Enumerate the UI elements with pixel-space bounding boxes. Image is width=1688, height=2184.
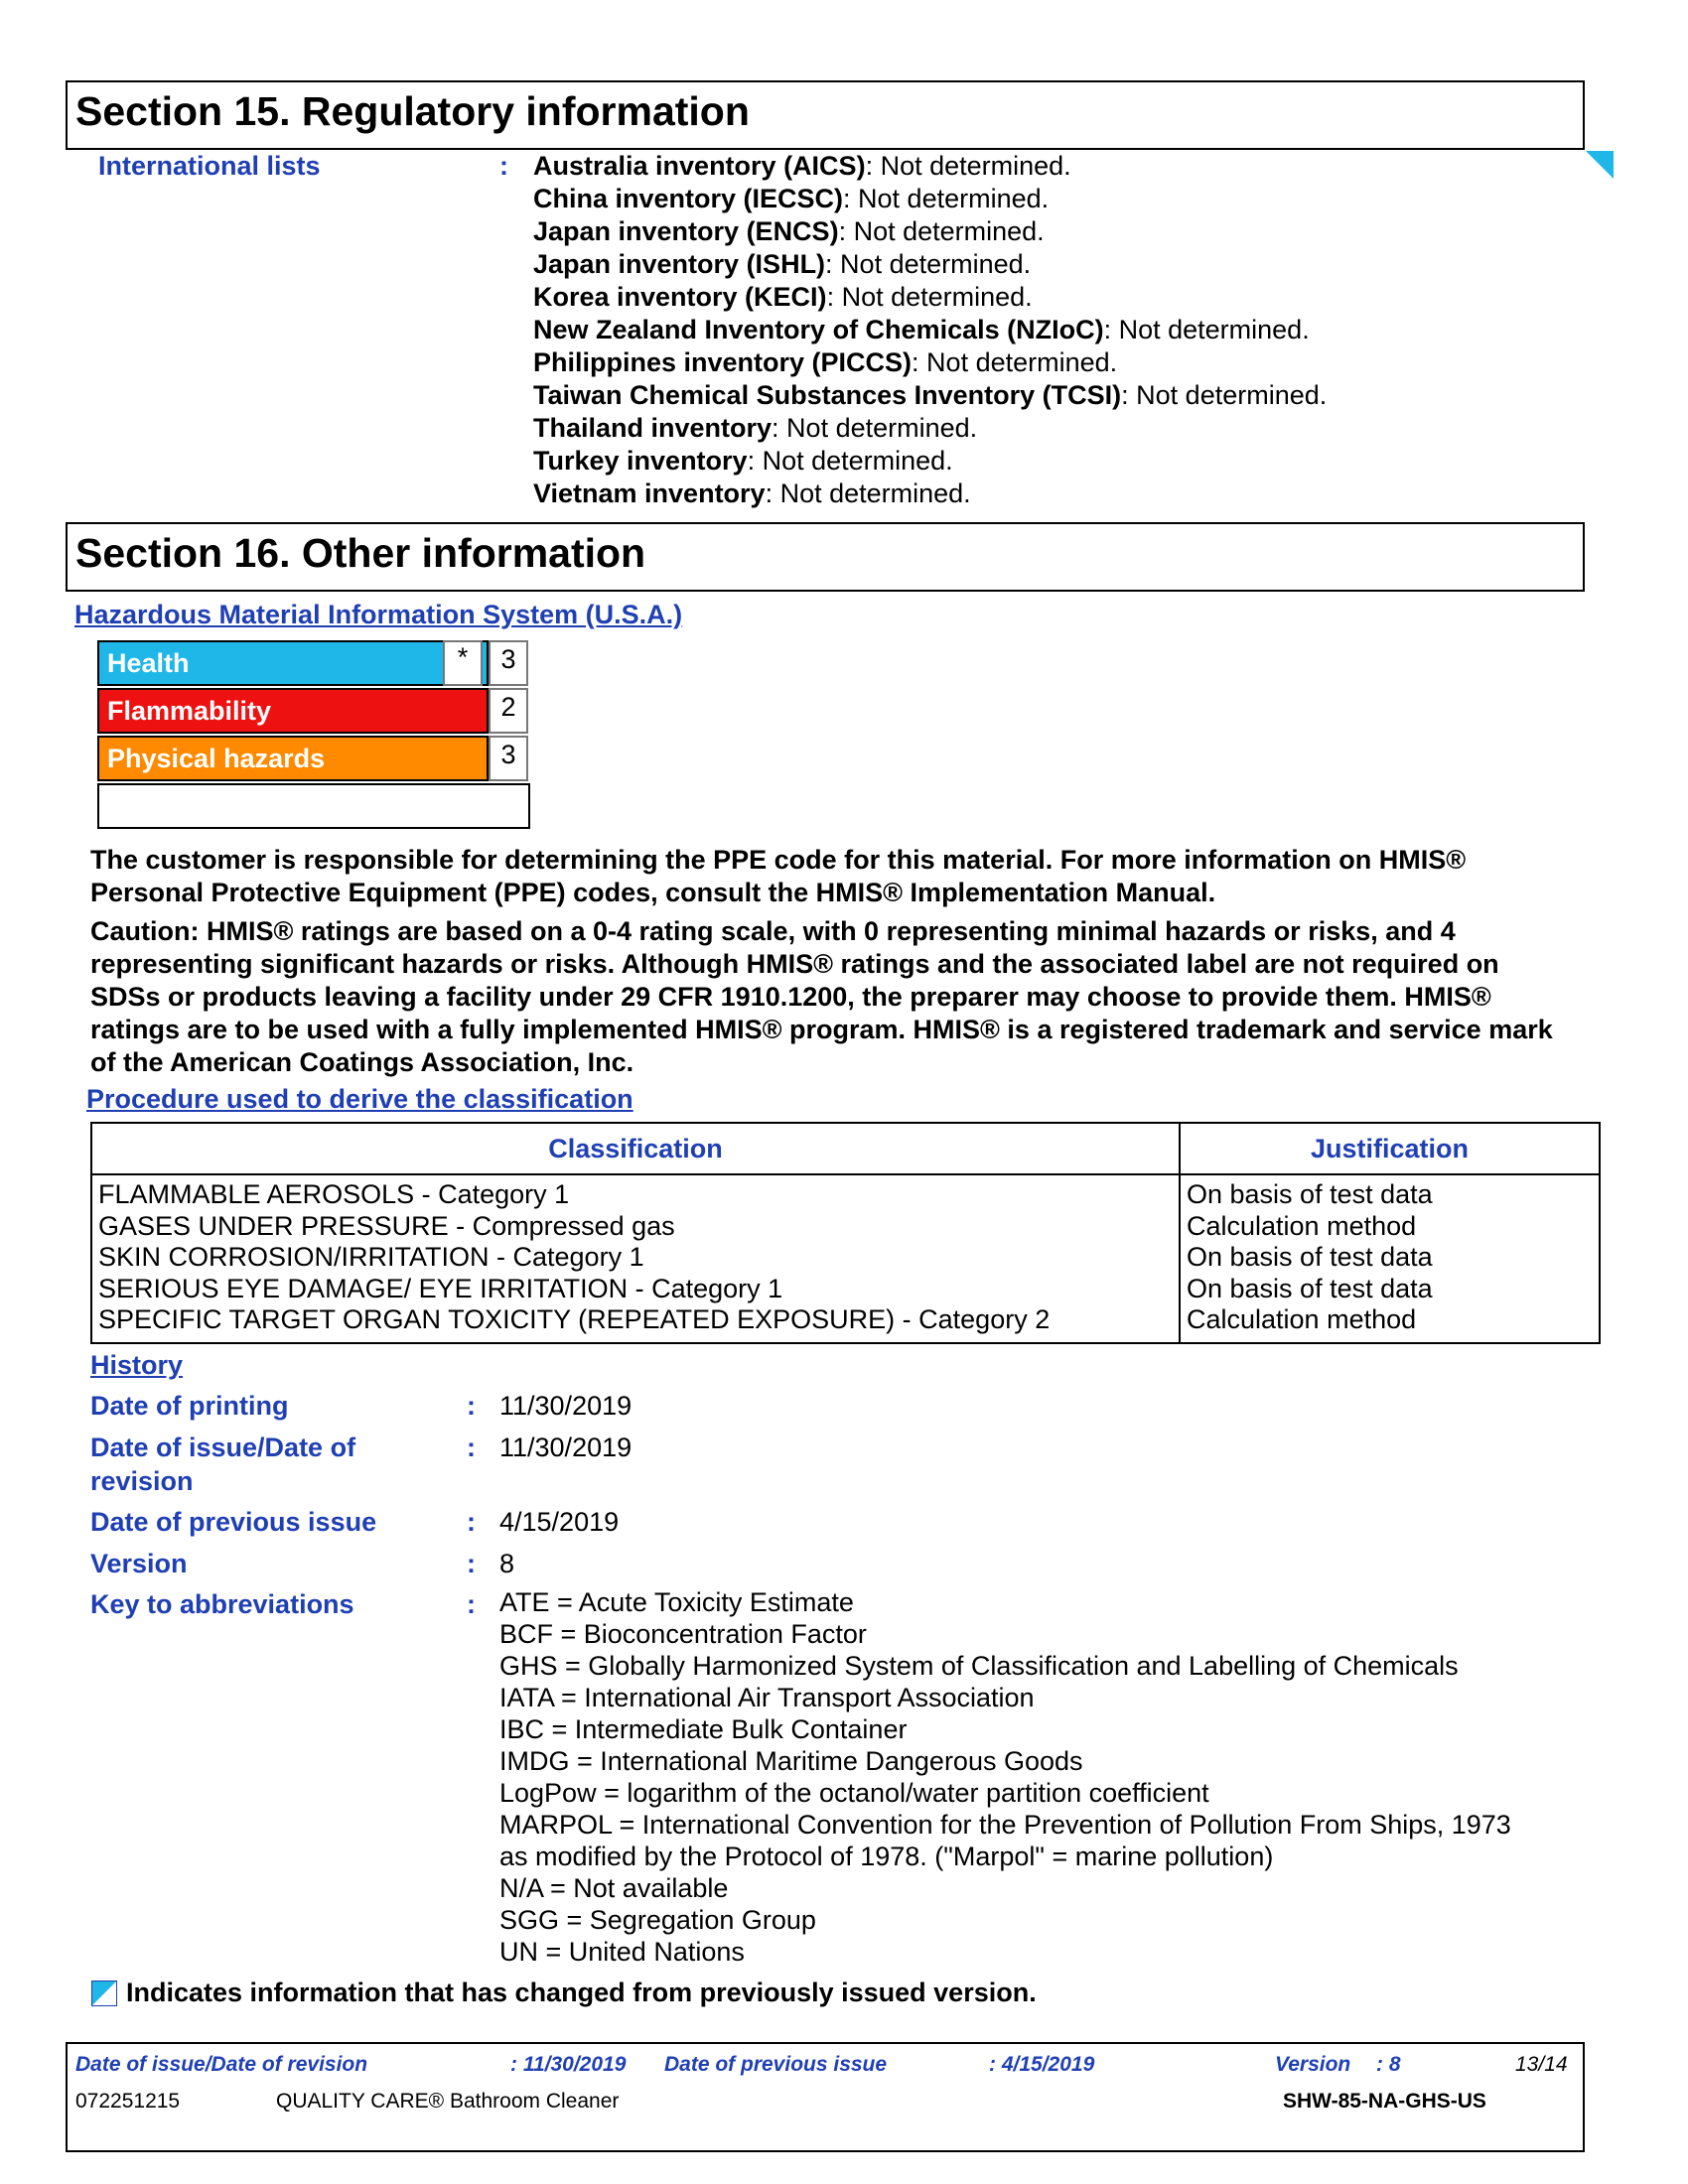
- date-printing-value: 11/30/2019: [499, 1391, 633, 1421]
- inventory-item: Thailand inventory: Not determined.: [533, 413, 978, 443]
- classification-table: [90, 1122, 1601, 1344]
- inventory-item: Philippines inventory (PICCS): Not determined.: [533, 347, 1118, 377]
- hmis-flammability-value: 2: [489, 688, 528, 734]
- abbreviations-list: [499, 1586, 1511, 1968]
- justification-header: Justification: [1180, 1123, 1600, 1174]
- label-colon: :: [467, 1549, 476, 1578]
- hmis-physical-row: [97, 736, 489, 781]
- inventory-item: Japan inventory (ENCS): Not determined.: [533, 216, 1045, 246]
- ppe-paragraph: The customer is responsible for determining the PPE code for this material. For more information on HMIS® Personal Protective Equipment (PPE) codes, consult the HMIS® Implementation Manual.: [90, 845, 1467, 907]
- abbreviation-item: GHS = Globally Harmonized System of Classification and Labelling of Chemicals: [499, 1651, 1459, 1681]
- date-printing-label: Date of printing: [90, 1391, 289, 1421]
- section-15-title: Section 15. Regulatory information: [75, 88, 750, 134]
- abbreviation-item: IMDG = International Maritime Dangerous Goods: [499, 1746, 1083, 1776]
- abbreviation-item: IATA = International Air Transport Association: [499, 1683, 1035, 1712]
- footer-product-name: QUALITY CARE® Bathroom Cleaner: [276, 2090, 620, 2113]
- footer-product-code: 072251215: [75, 2090, 181, 2113]
- classification-header: Classification: [91, 1123, 1180, 1174]
- classification-line: SERIOUS EYE DAMAGE/ EYE IRRITATION - Category 1: [98, 1273, 783, 1303]
- abbreviation-item: N/A = Not available: [499, 1873, 729, 1903]
- procedure-link[interactable]: Procedure used to derive the classification: [86, 1084, 633, 1114]
- inventory-item: Vietnam inventory: Not determined.: [533, 478, 971, 508]
- footer-doc-code: SHW-85-NA-GHS-US: [1283, 2090, 1486, 2113]
- caution-paragraph: Caution: HMIS® ratings are based on a 0-4 rating scale, with 0 representing minimal hazards or risks, and 4 representing significant hazards or risks. Although HMIS® ratings and the associated label are not required on SDSs or products leaving a facility under 29 CFR 1910.1200, the preparer may choose to provide them. HMIS® ratings are to be used with a fully implemented HMIS® program. HMIS® is a registered trademark and service mark of the American Coatings Association, Inc.: [90, 916, 1553, 1077]
- abbreviation-item: UN = United Nations: [499, 1937, 745, 1967]
- justification-line: Calculation method: [1187, 1304, 1417, 1334]
- abbreviation-item: LogPow = logarithm of the octanol/water partition coefficient: [499, 1778, 1209, 1808]
- version-value: 8: [499, 1549, 515, 1578]
- hmis-health-value: 3: [489, 640, 528, 686]
- footer-issue-value: : 11/30/2019: [510, 2053, 627, 2076]
- history-link[interactable]: History: [90, 1350, 184, 1380]
- abbreviation-item: MARPOL = International Convention for the Prevention of Pollution From Ships, 1973: [499, 1810, 1511, 1840]
- inventory-item: China inventory (IECSC): Not determined.: [533, 184, 1050, 213]
- hmis-health-star: *: [443, 640, 483, 686]
- abbreviation-item: as modified by the Protocol of 1978. ("Marpol" = marine pollution): [499, 1842, 1274, 1871]
- hmis-link[interactable]: Hazardous Material Information System (U.S.A.): [74, 600, 683, 629]
- justification-line: On basis of test data: [1187, 1273, 1433, 1303]
- inventory-item: New Zealand Inventory of Chemicals (NZIoC): Not determined.: [533, 315, 1310, 344]
- abbreviations-label: Key to abbreviations: [90, 1589, 354, 1619]
- date-issue-label-line1: Date of issue/Date of: [90, 1433, 356, 1462]
- hmis-ppe-box: [97, 783, 530, 829]
- abbreviation-item: SGG = Segregation Group: [499, 1905, 816, 1935]
- justification-line: On basis of test data: [1187, 1179, 1433, 1209]
- abbreviation-item: IBC = Intermediate Bulk Container: [499, 1714, 908, 1744]
- label-colon: :: [467, 1433, 476, 1462]
- changed-note: Indicates information that has changed from previously issued version.: [126, 1978, 1037, 2007]
- hmis-health-row: [97, 640, 489, 686]
- section-16-header: [66, 522, 1585, 592]
- abbreviation-item: ATE = Acute Toxicity Estimate: [499, 1587, 854, 1617]
- date-previous-value: 4/15/2019: [499, 1507, 620, 1537]
- inventory-item: Korea inventory (KECI): Not determined.: [533, 282, 1033, 312]
- label-colon: :: [467, 1507, 476, 1537]
- label-colon: :: [467, 1589, 476, 1619]
- changed-flag-icon: [1586, 151, 1614, 179]
- footer-version-value: : 8: [1376, 2053, 1401, 2076]
- abbreviation-item: BCF = Bioconcentration Factor: [499, 1619, 867, 1649]
- hmis-physical-value: 3: [489, 736, 528, 781]
- label-colon: :: [467, 1391, 476, 1421]
- hmis-flammability-row: [97, 688, 489, 734]
- classification-line: FLAMMABLE AEROSOLS - Category 1: [98, 1179, 570, 1209]
- inventory-item: Japan inventory (ISHL): Not determined.: [533, 249, 1032, 279]
- section-15-header: [66, 80, 1585, 150]
- footer-prev-value: : 4/15/2019: [989, 2053, 1095, 2076]
- footer-prev-label: Date of previous issue: [664, 2053, 888, 2076]
- classification-line: SPECIFIC TARGET ORGAN TOXICITY (REPEATED EXPOSURE) - Category 2: [98, 1304, 1051, 1334]
- label-colon: :: [499, 151, 508, 181]
- inventory-item: Taiwan Chemical Substances Inventory (TCSI): Not determined.: [533, 380, 1328, 410]
- international-lists-label: International lists: [98, 151, 321, 181]
- footer-page-number: 13/14: [1515, 2053, 1568, 2076]
- classification-line: GASES UNDER PRESSURE - Compressed gas: [98, 1210, 675, 1241]
- version-label: Version: [90, 1549, 188, 1578]
- date-issue-label-line2: revision: [90, 1466, 194, 1496]
- hmis-physical-label: Physical hazards: [107, 744, 326, 773]
- footer-issue-label: Date of issue/Date of revision: [75, 2053, 368, 2076]
- footer-version-label: Version: [1275, 2053, 1351, 2076]
- justification-cell: [1180, 1174, 1600, 1343]
- changed-flag-icon: [92, 1981, 116, 2005]
- date-issue-value: 11/30/2019: [499, 1433, 633, 1462]
- date-previous-label: Date of previous issue: [90, 1507, 377, 1537]
- classification-line: SKIN CORROSION/IRRITATION - Category 1: [98, 1242, 644, 1272]
- classification-cell: [91, 1174, 1180, 1343]
- justification-line: Calculation method: [1187, 1210, 1417, 1241]
- justification-line: On basis of test data: [1187, 1242, 1433, 1272]
- hmis-flammability-label: Flammability: [107, 696, 272, 726]
- inventory-item: Turkey inventory: Not determined.: [533, 446, 953, 476]
- hmis-health-label: Health: [107, 648, 190, 678]
- section-16-title: Section 16. Other information: [75, 530, 646, 576]
- page-footer: [66, 2042, 1585, 2152]
- inventory-item: Australia inventory (AICS): Not determined.: [533, 151, 1071, 181]
